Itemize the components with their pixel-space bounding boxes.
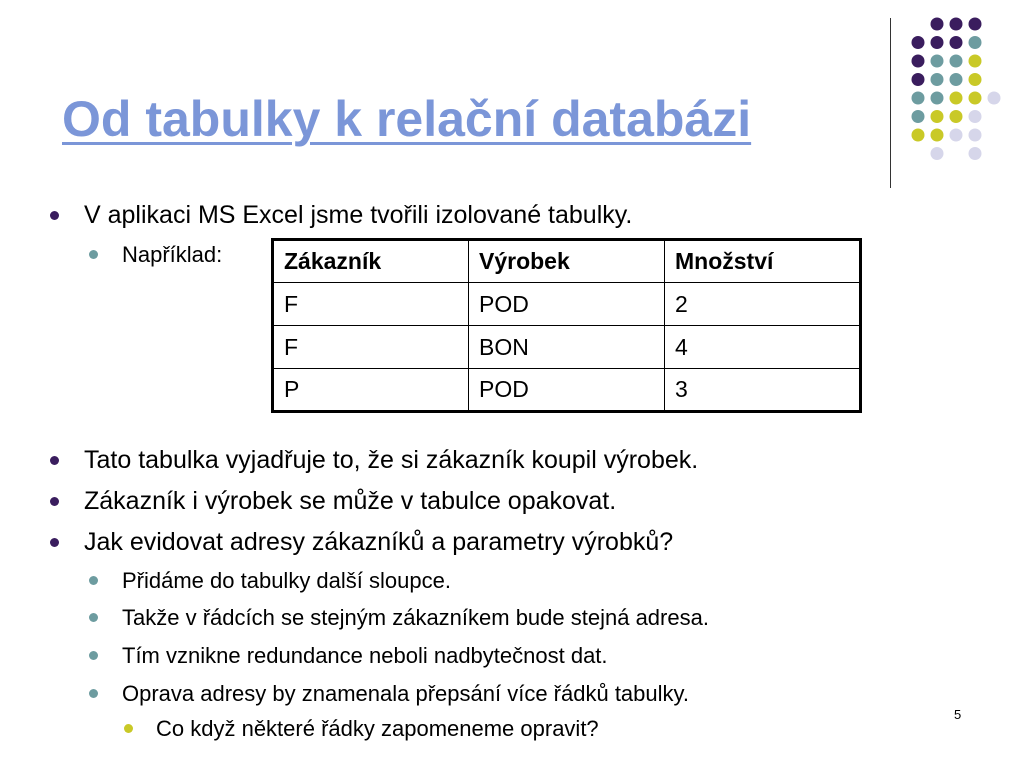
decorative-dot — [931, 36, 944, 49]
bullet-text: Tím vznikne redundance neboli nadbytečnost dat. — [122, 643, 608, 668]
decorative-dot — [969, 36, 982, 49]
example-table — [271, 238, 862, 413]
bullet-text: Takže v řádcích se stejným zákazníkem bude stejná adresa. — [122, 605, 709, 630]
bullet-icon — [89, 689, 98, 698]
table-cell: BON — [469, 326, 665, 369]
table-cell: POD — [469, 369, 665, 412]
bullet-item — [84, 527, 673, 557]
decorative-dot — [969, 92, 982, 105]
bullet-icon — [89, 576, 98, 585]
decorative-dot — [912, 129, 925, 142]
bullet-icon — [89, 651, 98, 660]
decorative-dot — [969, 18, 982, 31]
decorative-dot — [969, 110, 982, 123]
bullet-icon — [89, 613, 98, 622]
table-cell: F — [273, 283, 469, 326]
decorative-dot — [988, 92, 1001, 105]
sub-bullet-item — [122, 603, 709, 633]
sub-bullet-item — [122, 566, 451, 596]
decorative-dot — [931, 55, 944, 68]
bullet-item — [84, 445, 698, 475]
column-header-quantity: Množství — [665, 240, 861, 283]
decorative-dot — [950, 55, 963, 68]
decorative-dot-grid — [900, 10, 1010, 170]
decorative-dot — [912, 92, 925, 105]
table-row — [273, 326, 861, 369]
decorative-dot — [931, 92, 944, 105]
decorative-dot — [969, 55, 982, 68]
decorative-dot — [950, 92, 963, 105]
bullet-text: Přidáme do tabulky další sloupce. — [122, 568, 451, 593]
sub-bullet-item — [122, 641, 608, 671]
column-header-product: Výrobek — [469, 240, 665, 283]
bullet-item — [84, 486, 616, 516]
decorative-dot — [912, 73, 925, 86]
bullet-icon — [50, 538, 59, 547]
bullet-text: V aplikaci MS Excel jsme tvořili izolované tabulky. — [84, 201, 633, 229]
decorative-dot — [950, 18, 963, 31]
table-row — [273, 369, 861, 412]
bullet-text: Tato tabulka vyjadřuje to, že si zákazník koupil výrobek. — [84, 446, 699, 474]
bullet-icon — [50, 497, 59, 506]
bullet-text: Co když některé řádky zapomeneme opravit? — [156, 716, 599, 741]
bullet-icon — [89, 250, 98, 259]
decorative-dot — [931, 147, 944, 160]
decorative-dot — [931, 129, 944, 142]
decorative-divider — [890, 18, 891, 188]
table-header-row — [273, 240, 861, 283]
sub-bullet-item — [122, 240, 222, 270]
sub-bullet-item — [122, 679, 689, 709]
decorative-dot — [969, 147, 982, 160]
decorative-dot — [912, 110, 925, 123]
decorative-dot — [950, 110, 963, 123]
sub-sub-bullet-item — [156, 714, 599, 744]
decorative-dot — [912, 36, 925, 49]
bullet-icon — [124, 724, 133, 733]
table-cell: P — [273, 369, 469, 412]
decorative-dot — [969, 73, 982, 86]
decorative-dot — [931, 110, 944, 123]
table-cell: 4 — [665, 326, 861, 369]
slide-title: Od tabulky k relační databázi — [62, 91, 752, 147]
decorative-dot — [950, 129, 963, 142]
table-cell: POD — [469, 283, 665, 326]
bullet-text: Oprava adresy by znamenala přepsání více řádků tabulky. — [122, 681, 690, 706]
column-header-customer: Zákazník — [273, 240, 469, 283]
bullet-text: Zákazník i výrobek se může v tabulce opakovat. — [84, 487, 617, 515]
table-cell: 3 — [665, 369, 861, 412]
bullet-icon — [50, 456, 59, 465]
bullet-text: Jak evidovat adresy zákazníků a parametry výrobků? — [84, 528, 674, 556]
table-cell: 2 — [665, 283, 861, 326]
decorative-dot — [931, 73, 944, 86]
table-row — [273, 283, 861, 326]
decorative-dot — [950, 73, 963, 86]
decorative-dot — [912, 55, 925, 68]
bullet-item — [84, 200, 632, 230]
decorative-dot — [950, 36, 963, 49]
page-number: 5 — [954, 707, 962, 722]
table-cell: F — [273, 326, 469, 369]
decorative-dot — [969, 129, 982, 142]
bullet-icon — [50, 211, 59, 220]
bullet-text: Například: — [122, 242, 223, 267]
decorative-dot — [931, 18, 944, 31]
